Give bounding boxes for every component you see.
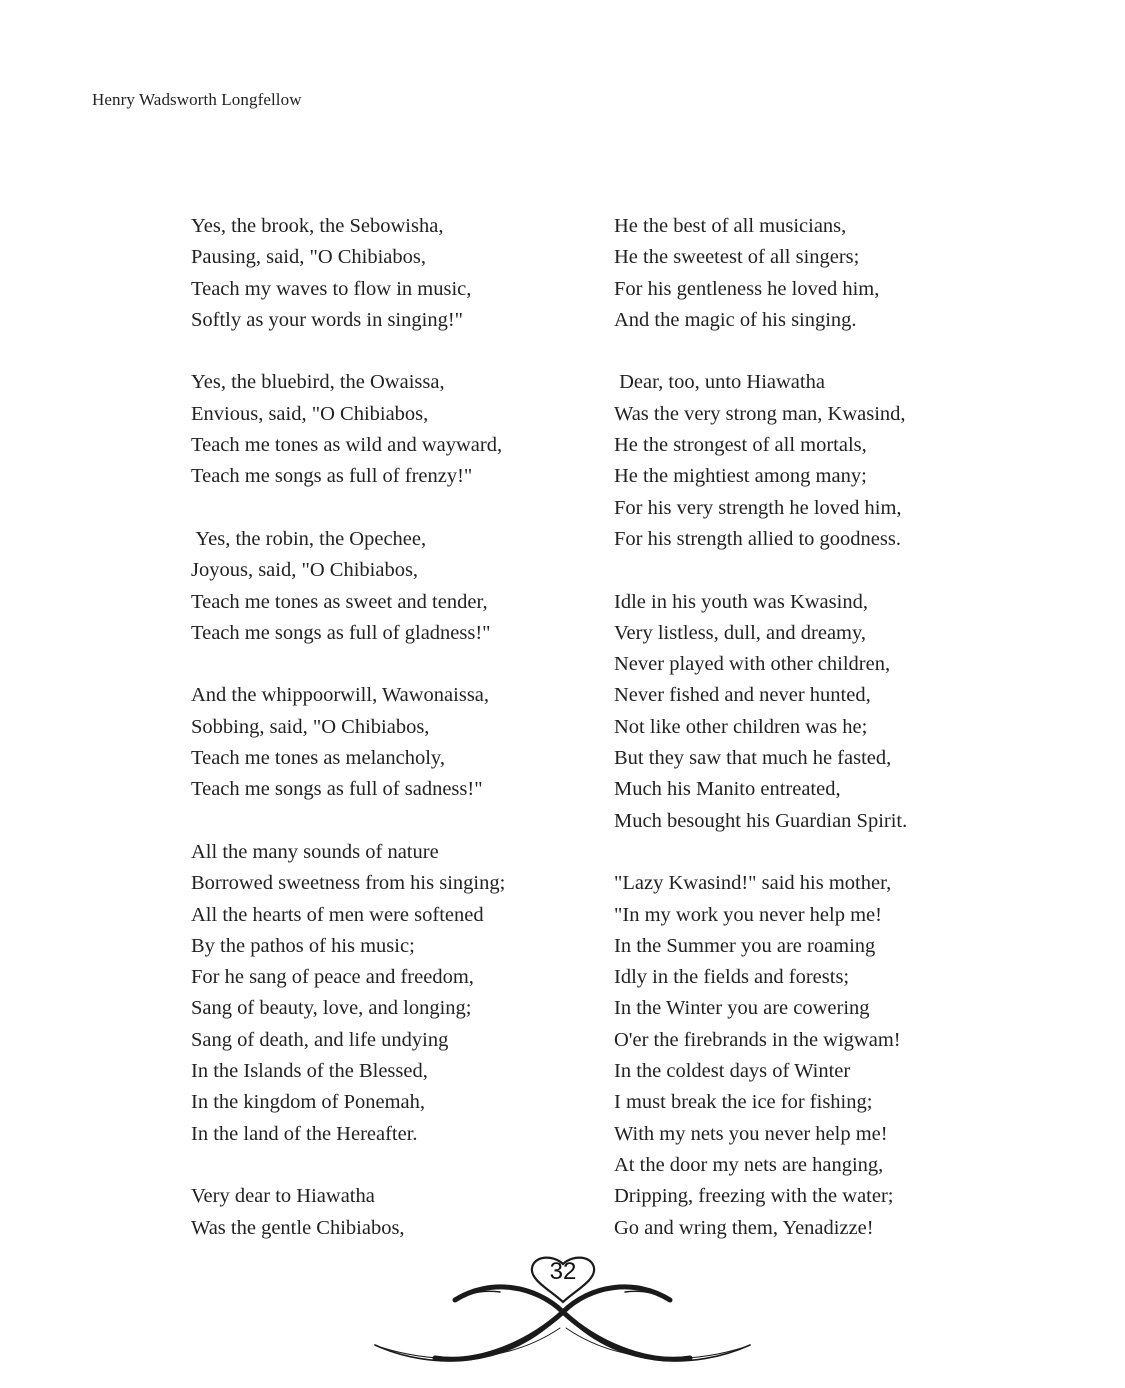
poem-line: Sang of beauty, love, and longing; xyxy=(191,997,472,1020)
stanza xyxy=(614,587,1014,837)
poem-line: Teach me tones as melancholy, xyxy=(191,747,445,770)
poem-line: Never played with other children, xyxy=(614,653,891,676)
poem-line: "In my work you never help me! xyxy=(614,903,882,926)
poem-line: Dripping, freezing with the water; xyxy=(614,1185,894,1208)
poem-line: In the land of the Hereafter. xyxy=(191,1122,418,1145)
poem-line: And the whippoorwill, Wawonaissa, xyxy=(191,684,490,707)
poem-line: All the hearts of men were softened xyxy=(191,903,484,926)
poem-line: In the Islands of the Blessed, xyxy=(191,1060,428,1083)
poem-line: Sang of death, and life undying xyxy=(191,1028,449,1051)
poem-line: For his gentleness he loved him, xyxy=(614,277,880,300)
poem-line: For his very strength he loved him, xyxy=(614,496,902,519)
poem-line: Envious, said, "O Chibiabos, xyxy=(191,402,429,425)
right-poem-column xyxy=(614,211,1014,1275)
poem-line: At the door my nets are hanging, xyxy=(614,1153,884,1176)
poem-line: Yes, the robin, the Opechee, xyxy=(191,527,427,550)
poem-line: For he sang of peace and freedom, xyxy=(191,966,474,989)
poem-line: Very dear to Hiawatha xyxy=(191,1185,375,1208)
poem-line: Teach my waves to flow in music, xyxy=(191,277,472,300)
poem-line: Go and wring them, Yenadizze! xyxy=(614,1216,874,1239)
stanza xyxy=(191,680,571,805)
poem-line: Sobbing, said, "O Chibiabos, xyxy=(191,715,430,738)
poem-line: Teach me songs as full of gladness!" xyxy=(191,621,491,644)
stanza xyxy=(191,1181,571,1244)
page-number: 32 xyxy=(549,1258,577,1285)
stanza xyxy=(191,837,571,1150)
poem-line: Teach me songs as full of frenzy!" xyxy=(191,465,473,488)
poem-line: "Lazy Kwasind!" said his mother, xyxy=(614,872,892,895)
poem-line: He the sweetest of all singers; xyxy=(614,246,860,269)
poem-line: Dear, too, unto Hiawatha xyxy=(614,371,825,394)
poem-line: Joyous, said, "O Chibiabos, xyxy=(191,559,419,582)
poem-line: By the pathos of his music; xyxy=(191,934,415,957)
poem-line: Very listless, dull, and dreamy, xyxy=(614,621,867,644)
stanza xyxy=(614,868,1014,1244)
poem-line: He the mightiest among many; xyxy=(614,465,867,488)
stanza xyxy=(614,367,1014,555)
poem-line: In the Summer you are roaming xyxy=(614,934,876,957)
poem-line: All the many sounds of nature xyxy=(191,840,439,863)
poem-line: Idly in the fields and forests; xyxy=(614,966,850,989)
poem-line: In the kingdom of Ponemah, xyxy=(191,1091,426,1114)
stanza xyxy=(614,211,1014,336)
stanza xyxy=(191,211,571,336)
poem-line: Much besought his Guardian Spirit. xyxy=(614,809,908,832)
running-head: Henry Wadsworth Longfellow xyxy=(92,90,302,109)
poem-line: With my nets you never help me! xyxy=(614,1122,888,1145)
poem-line: Teach me tones as sweet and tender, xyxy=(191,590,488,613)
stanza xyxy=(191,367,571,492)
poem-line: Teach me songs as full of sadness!" xyxy=(191,778,483,801)
poem-line: Teach me tones as wild and wayward, xyxy=(191,434,503,457)
poem-line: Was the gentle Chibiabos, xyxy=(191,1216,405,1239)
poem-line: Softly as your words in singing!" xyxy=(191,308,464,331)
poem-line: Never fished and never hunted, xyxy=(614,684,871,707)
poem-line: Much his Manito entreated, xyxy=(614,778,841,801)
poem-line: Was the very strong man, Kwasind, xyxy=(614,402,906,425)
poem-line: He the best of all musicians, xyxy=(614,215,847,237)
poem-line: Yes, the brook, the Sebowisha, xyxy=(191,215,444,237)
poem-line: But they saw that much he fasted, xyxy=(614,747,892,770)
left-poem-column xyxy=(191,211,571,1275)
poem-line: In the coldest days of Winter xyxy=(614,1060,851,1083)
stanza xyxy=(191,524,571,649)
poem-line: Borrowed sweetness from his singing; xyxy=(191,872,506,895)
poem-line: Pausing, said, "O Chibiabos, xyxy=(191,246,427,269)
poem-line: For his strength allied to goodness. xyxy=(614,527,901,550)
poem-line: Not like other children was he; xyxy=(614,715,868,738)
poem-line: And the magic of his singing. xyxy=(614,308,857,331)
poem-line: O'er the firebrands in the wigwam! xyxy=(614,1028,901,1051)
poem-line: In the Winter you are cowering xyxy=(614,997,870,1020)
poem-line: Yes, the bluebird, the Owaissa, xyxy=(191,371,445,394)
poem-line: I must break the ice for fishing; xyxy=(614,1091,873,1114)
poem-line: Idle in his youth was Kwasind, xyxy=(614,590,868,613)
poem-line: He the strongest of all mortals, xyxy=(614,434,867,457)
